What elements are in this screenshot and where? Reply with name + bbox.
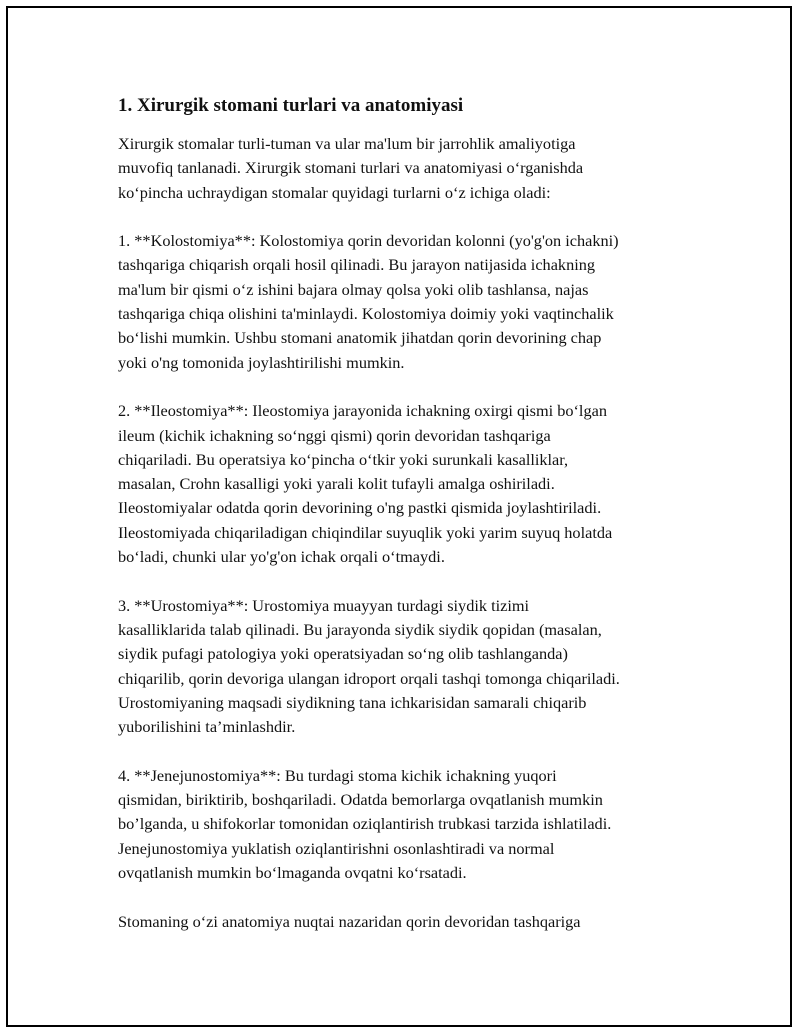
- paragraph: [118, 229, 688, 375]
- text-line: Ileostomiyalar odatda qorin devorining o'ng pastki qismida joylashtiriladi.: [118, 498, 602, 518]
- text-line: tashqariga chiqa olishini ta'minlaydi. Kolostomiya doimiy yoki vaqtinchalik: [118, 304, 614, 324]
- text-line: ileum (kichik ichakning so‘nggi qismi) qorin devoridan tashqariga: [118, 425, 551, 445]
- text-line: 2. **Ileostomiya**: Ileostomiya jarayonida ichakning oxirgi qismi bo‘lgan: [118, 401, 607, 421]
- text-line: bo‘ladi, chunki ular yo'g'on ichak orqali o‘tmaydi.: [118, 547, 445, 567]
- text-line: 4. **Jenejunostomiya**: Bu turdagi stoma kichik ichakning yuqori: [118, 765, 557, 785]
- paragraph: [118, 399, 688, 569]
- text-line: yuborilishini ta’minlashdir.: [118, 717, 296, 737]
- text-line: ko‘pincha uchraydigan stomalar quyidagi turlarni o‘z ichiga oladi:: [118, 182, 551, 202]
- text-line: chiqariladi. Bu operatsiya ko‘pincha o‘tkir yoki surunkali kasalliklar,: [118, 449, 569, 469]
- paragraph: [118, 910, 688, 934]
- text-line: ma'lum bir qismi o‘z ishini bajara olmay qolsa yoki olib tashlansa, najas: [118, 279, 589, 299]
- text-line: 1. **Kolostomiya**: Kolostomiya qorin devoridan kolonni (yo'g'on ichakni): [118, 231, 619, 251]
- text-line: Xirurgik stomalar turli-tuman va ular ma'lum bir jarrohlik amaliyotiga: [118, 134, 576, 153]
- text-line: yoki o'ng tomonida joylashtirilishi mumkin.: [118, 352, 405, 372]
- text-line: ovqatlanish mumkin bo‘lmaganda ovqatni ko‘rsatadi.: [118, 862, 467, 882]
- text-line: bo‘lishi mumkin. Ushbu stomani anatomik jihatdan qorin devorining chap: [118, 328, 602, 348]
- text-line: siydik pufagi patologiya yoki operatsiyadan so‘ng olib tashlanganda): [118, 644, 568, 664]
- text-line: Stomaning o‘zi anatomiya nuqtai nazaridan qorin devoridan tashqariga: [118, 911, 581, 931]
- paragraph: [118, 764, 688, 885]
- text-line: masalan, Crohn kasalligi yoki yarali kolit tufayli amalga oshiriladi.: [118, 474, 555, 494]
- text-line: muvofiq tanlanadi. Xirurgik stomani turlari va anatomiyasi o‘rganishda: [118, 158, 584, 178]
- text-line: chiqarilib, qorin devoriga ulangan idroport orqali tashqi tomonga chiqariladi.: [118, 668, 620, 688]
- document-body: [118, 94, 688, 958]
- text-line: bo’lganda, u shifokorlar tomonidan oziqlantirish trubkasi tarzida ishlatiladi.: [118, 814, 612, 834]
- section-heading: 1. Xirurgik stomani turlari va anatomiyasi: [118, 95, 464, 116]
- text-line: tashqariga chiqarish orqali hosil qilinadi. Bu jarayon natijasida ichakning: [118, 255, 596, 275]
- paragraph: [118, 594, 688, 740]
- paragraph-list: [118, 132, 688, 934]
- text-line: Urostomiyaning maqsadi siydikning tana ichkarisidan samarali chiqarib: [118, 692, 587, 712]
- text-line: Jenejunostomiya yuklatish oziqlantirishni osonlashtiradi va normal: [118, 838, 555, 858]
- text-line: Ileostomiyada chiqariladigan chiqindilar suyuqlik yoki yarim suyuq holatda: [118, 522, 613, 542]
- text-line: qismidan, biriktirib, boshqariladi. Odatda bemorlarga ovqatlanish mumkin: [118, 790, 603, 810]
- text-line: kasalliklarida talab qilinadi. Bu jarayonda siydik siydik qopidan (masalan,: [118, 619, 602, 639]
- paragraph: [118, 132, 688, 205]
- text-line: 3. **Urostomiya**: Urostomiya muayyan turdagi siydik tizimi: [118, 595, 530, 615]
